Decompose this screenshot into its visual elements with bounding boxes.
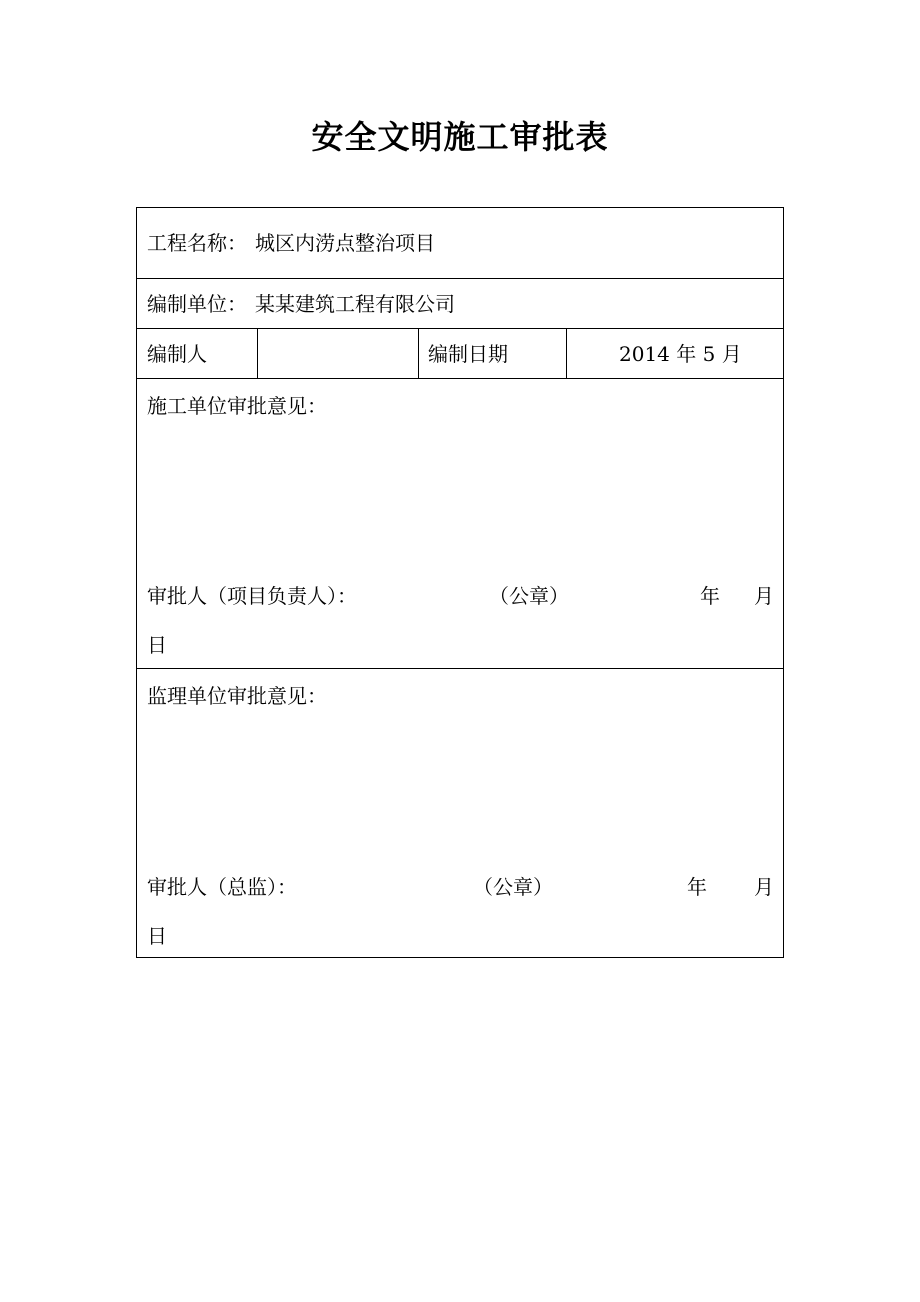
- cell-divider: [566, 329, 567, 378]
- construction-approver-label: 审批人（项目负责人）：: [147, 584, 357, 608]
- approval-form-table: [136, 207, 784, 958]
- compile-date-label: 编制日期: [428, 342, 508, 366]
- project-name-label: 工程名称：: [147, 231, 247, 255]
- supervision-year-label: 年: [687, 875, 707, 899]
- compiling-unit-value: 某某建筑工程有限公司: [255, 292, 455, 316]
- compiler-date-row: [137, 329, 783, 379]
- supervision-approver-label: 审批人（总监）：: [147, 875, 297, 899]
- supervision-seal-label: （公章）: [473, 875, 553, 899]
- compile-date-value: 2014 年 5 月: [619, 342, 742, 366]
- supervision-day-label: 日: [147, 924, 167, 948]
- supervision-approval-section: [137, 669, 783, 957]
- compiling-unit-label: 编制单位：: [147, 292, 247, 316]
- compiler-label: 编制人: [147, 342, 207, 366]
- construction-approval-heading: 施工单位审批意见：: [147, 394, 327, 418]
- supervision-month-label: 月: [754, 875, 774, 899]
- construction-day-label: 日: [147, 633, 167, 657]
- construction-month-label: 月: [754, 584, 774, 608]
- cell-divider: [257, 329, 258, 378]
- supervision-approval-heading: 监理单位审批意见：: [147, 684, 327, 708]
- construction-approval-section: [137, 379, 783, 669]
- project-name-row: [137, 208, 783, 279]
- cell-divider: [418, 329, 419, 378]
- compiling-unit-row: [137, 279, 783, 329]
- page-title: 安全文明施工审批表: [311, 118, 609, 156]
- project-name-value: 城区内涝点整治项目: [255, 231, 435, 255]
- construction-year-label: 年: [700, 584, 720, 608]
- construction-seal-label: （公章）: [489, 584, 569, 608]
